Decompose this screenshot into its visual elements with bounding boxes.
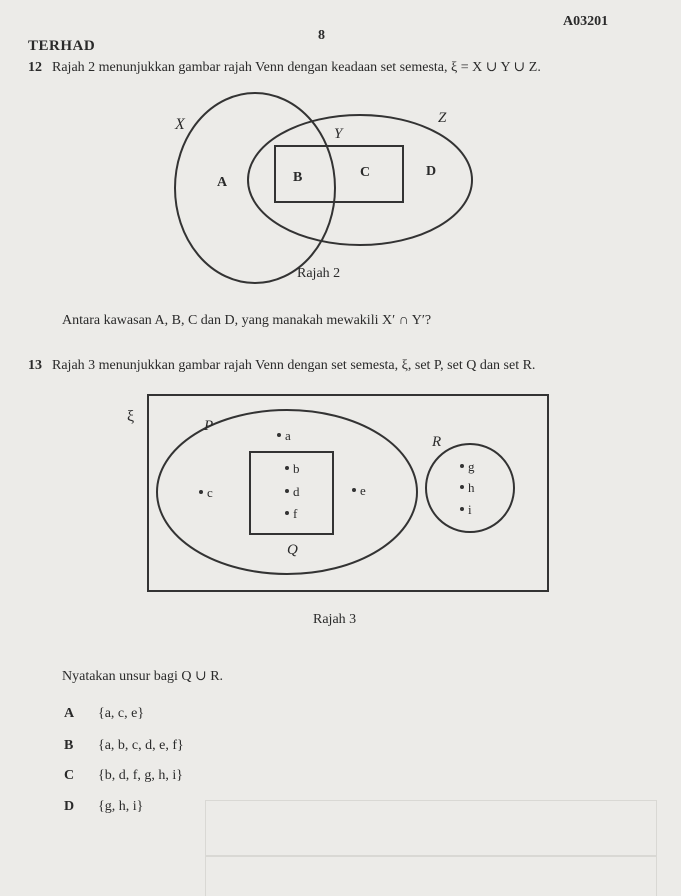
option-a[interactable] — [64, 704, 144, 722]
element-e — [352, 483, 366, 498]
element-a — [277, 428, 291, 443]
svg-text:c: c — [207, 485, 213, 500]
option-d-text: {g, h, i} — [98, 799, 144, 814]
label-set-q: Q — [287, 542, 298, 558]
svg-text:f: f — [293, 506, 298, 521]
region-c-label: C — [360, 165, 371, 180]
option-c[interactable] — [64, 766, 183, 784]
question-13-stem — [28, 356, 535, 374]
label-set-x: X — [175, 116, 185, 133]
option-b[interactable] — [64, 736, 184, 754]
question-13-text: Rajah 3 menunjukkan gambar rajah Venn dengan set semesta, ξ, set P, set Q dan set R. — [52, 358, 536, 373]
set-q-rectangle — [250, 452, 333, 534]
page-number: 8 — [318, 28, 325, 43]
question-12-prompt: Antara kawasan A, B, C dan D, yang manakah mewakili X′ ∩ Y′? — [62, 313, 432, 328]
element-h — [460, 480, 475, 495]
svg-text:i: i — [468, 502, 472, 517]
element-i — [460, 502, 472, 517]
question-13-prompt: Nyatakan unsur bagi Q ∪ R. — [62, 669, 224, 684]
caption-rajah-2: Rajah 2 — [297, 266, 341, 281]
option-c-letter: C — [64, 768, 75, 783]
option-a-text: {a, c, e} — [98, 706, 145, 721]
question-12-number: 12 — [28, 60, 42, 75]
set-z-ellipse — [248, 115, 472, 245]
element-c — [199, 485, 213, 500]
option-c-text: {b, d, f, g, h, i} — [98, 768, 183, 783]
svg-text:g: g — [468, 459, 475, 474]
classification-label: TERHAD — [28, 38, 96, 54]
label-set-r: R — [432, 434, 442, 450]
element-b — [285, 461, 300, 476]
svg-text:b: b — [293, 461, 300, 476]
label-set-z: Z — [438, 110, 447, 126]
option-d-letter: D — [64, 799, 75, 814]
region-b-label: B — [293, 170, 303, 185]
region-a-label: A — [217, 175, 228, 190]
question-12-text: Rajah 2 menunjukkan gambar rajah Venn dengan keadaan set semesta, ξ = X ∪ Y ∪ Z. — [52, 60, 541, 75]
element-f — [285, 506, 298, 521]
label-set-y: Y — [334, 126, 343, 142]
svg-text:d: d — [293, 484, 300, 499]
svg-text:h: h — [468, 480, 475, 495]
svg-text:e: e — [360, 483, 366, 498]
option-b-text: {a, b, c, d, e, f} — [98, 738, 184, 753]
option-b-letter: B — [64, 738, 74, 753]
option-d[interactable] — [64, 797, 143, 815]
option-a-letter: A — [64, 706, 75, 721]
label-set-p: P — [204, 418, 214, 434]
element-d — [285, 484, 300, 499]
caption-rajah-3: Rajah 3 — [313, 612, 357, 627]
label-universal-set: ξ — [127, 408, 135, 425]
paper-code: A03201 — [563, 14, 609, 29]
element-g — [460, 459, 475, 474]
region-d-label: D — [426, 164, 437, 179]
svg-text:a: a — [285, 428, 291, 443]
question-13-number: 13 — [28, 358, 42, 373]
